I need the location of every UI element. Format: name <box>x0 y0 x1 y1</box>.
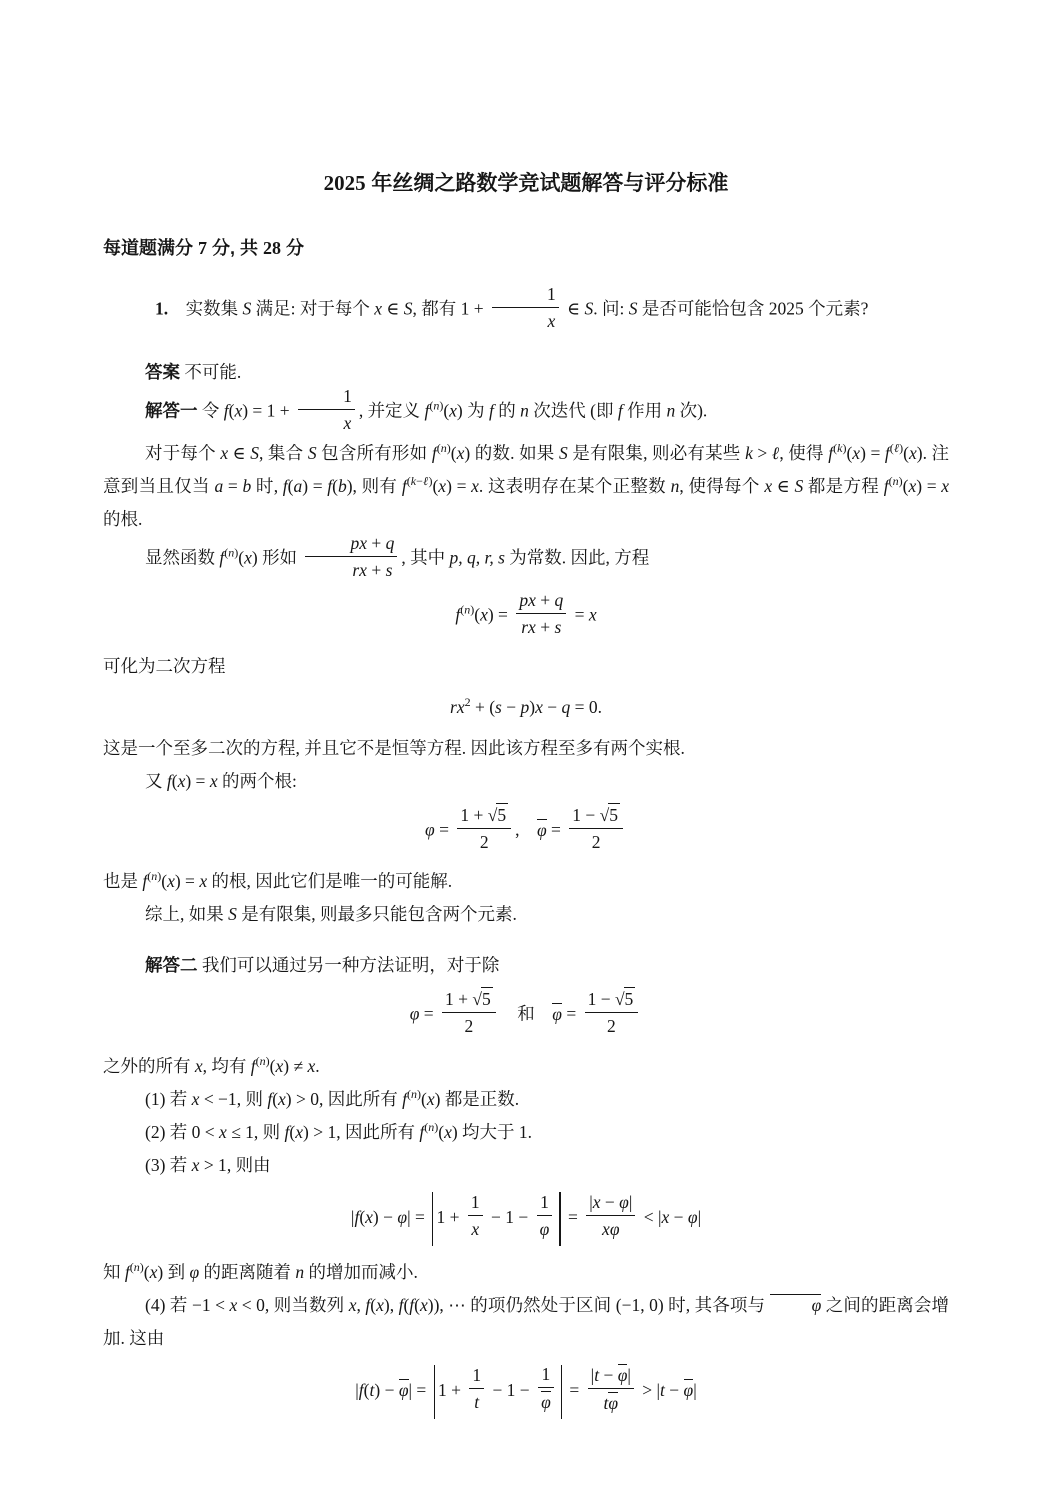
case-1: (1) 若 x < −1, 则 f(x) > 0, 因此所有 $f^{(n)}(x)$ 都是正数. <box>145 1086 520 1109</box>
equation-quadratic: $rx^2 + (s - p)x - q = 0$. <box>450 695 602 717</box>
quadratic-intro: 可化为二次方程 <box>103 656 226 676</box>
solution-1-form: 显然函数 $f^{(n)}(x)$ 形如 $\frac{px + q}{rx + s}$ , 其中 p, q, r, s 为常数. 因此, 方程 <box>145 532 650 580</box>
document-title: 2025 年丝绸之路数学竞试题解答与评分标准 <box>323 171 729 195</box>
solution-1-intro: 解答一 令 f(x) = 1 + $\frac{1}{x}$ , 并定义 $f^{(n)}(x)$ 为 f 的 n 次迭代 (即 f 作用 n 次). <box>145 386 708 434</box>
equation-fn-fraction: $f^{(n)}(x)$ = $\frac{px + q}{rx + s}$ = x <box>455 589 597 637</box>
score-note: 每道题满分 7 分, 共 28 分 <box>103 238 305 258</box>
equation-phi-roots: φ = $\frac{1 + √5}{2}$ , φ = $\frac{1 - √5}{2}$ <box>103 808 949 855</box>
case-2: (2) 若 0 < x ≤ 1, 则 f(x) > 1, 因此所有 $f^{(n)}(x)$ 均大于 1. <box>145 1119 533 1142</box>
solution-1-summary: 综上, 如果 S 是有限集, 则最多只能包含两个元素. <box>145 904 517 925</box>
solution-1-body: 对于每个 x ∈ S, 集合 S 包含所有形如 $f^{(n)}(x)$ 的数. 如果 S 是有限集, 则必有某些 k > ℓ, 使得 $f^{(k)}(x) = f^{(\ell)}(x)$. 注意到当且仅当 a = b 时, f(a) = f(b), 则有 $f^{(k-\ell)}(x) = x$. 这表明存在某个正整数 n, 使得每个 x ∈ S 都是方程 $f^{(n)}(x) = x$ 的根. <box>103 440 950 529</box>
distance-decrease: 知 $f^{(n)}(x)$ 到 φ 的距离随着 n 的增加而减小. <box>103 1259 418 1282</box>
case-4: (4) 若 −1 < x < 0, 则当数列 x, f(x), f(f(x)), ⋯ 的项仍然处于区间 (−1, 0) 时, 其各项与 φ 之间的距离会增加. 这由 <box>103 1294 950 1348</box>
except-line: 之外的所有 x, 均有 $f^{(n)}(x) \ne x$. <box>103 1053 320 1076</box>
equation-distance-phi: |f(x) − φ| = 1 + $\frac{1}{x}$ − 1 − $\frac{1}{\varphi}$ = $\frac{|x - \varphi|}{x\varphi}$ < |x − φ| <box>103 1192 949 1246</box>
equation-distance-phibar: |f(t) − φ| = 1 + $\frac{1}{t}$ − 1 − $\frac{1}{\varphi}$ = $\frac{|t - \varphi|}{t\varphi}$ > |t − φ| <box>103 1365 949 1419</box>
solution-2-intro: 解答二 我们可以通过另一种方法证明，对于除 <box>145 955 500 976</box>
case-3: (3) 若 x > 1, 则由 <box>145 1154 271 1175</box>
two-roots-intro: 又 f(x) = x 的两个根: <box>145 771 297 791</box>
at-most-two-roots: 这是一个至多二次的方程, 并且它不是恒等方程. 因此该方程至多有两个实根. <box>103 738 685 758</box>
answer-line: 答案 不可能. <box>145 362 242 383</box>
problem-1-statement: 1. 实数集 S 满足: 对于每个 x ∈ S, 都有 1 + $\frac{1}{x}$ ∈ S. 问: S 是否可能恰包含 2025 个元素? <box>155 284 869 332</box>
equation-phi-roots-2: φ = $\frac{1 + √5}{2}$ 和 φ = $\frac{1 - √5}{2}$ <box>103 992 949 1039</box>
document-content <box>103 0 949 1429</box>
also-roots: 也是 $f^{(n)}(x) = x$ 的根, 因此它们是唯一的可能解. <box>103 869 453 892</box>
